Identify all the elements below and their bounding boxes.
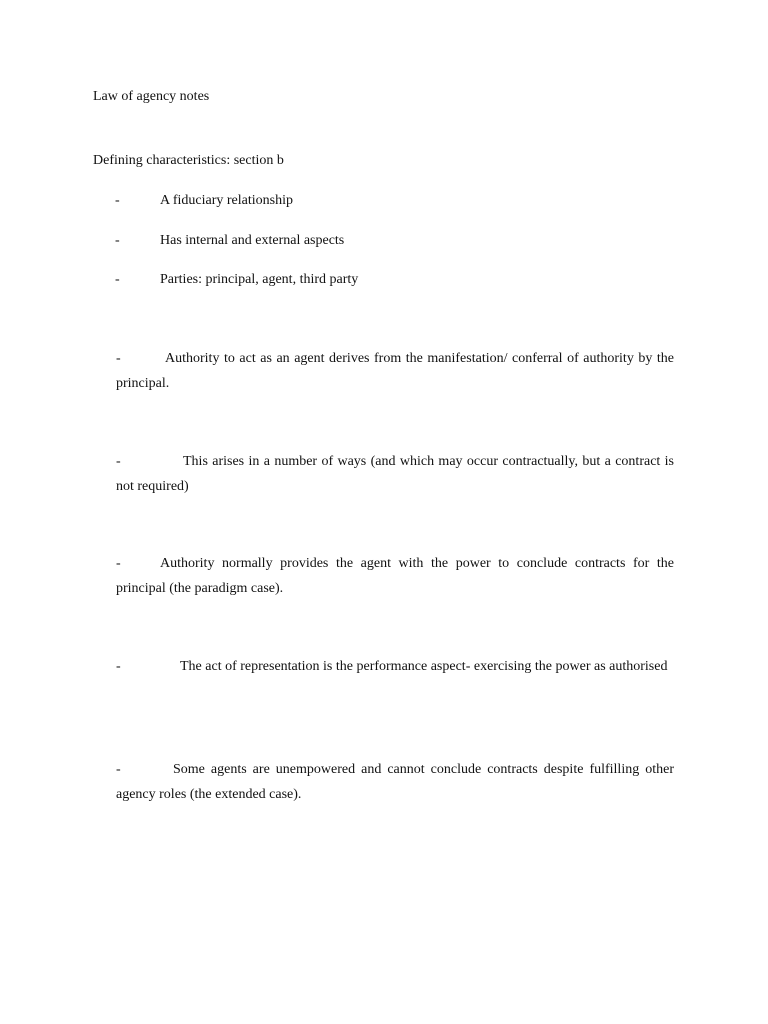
list-item-text: Some agents are unempowered and cannot conclude contracts despite fulfilling other agency roles (the extended case). [116, 762, 674, 802]
bullet-dash: - [116, 762, 121, 777]
list-item [116, 757, 674, 807]
bullet-dash: - [115, 193, 120, 208]
list-item-text: The act of representation is the performance aspect- exercising the power as authorised [180, 659, 668, 674]
list-item [115, 232, 344, 250]
list-item [115, 271, 358, 289]
bullet-dash: - [116, 454, 121, 469]
list-item-text: Authority normally provides the agent with the power to conclude contracts for the principal (the paradigm case). [116, 556, 674, 596]
list-item [116, 346, 674, 396]
list-item [116, 654, 674, 679]
list-item [116, 449, 674, 499]
list-item-text: Has internal and external aspects [160, 233, 345, 248]
bullet-dash: - [115, 233, 120, 248]
list-item-text: This arises in a number of ways (and which may occur contractually, but a contract is not required) [116, 454, 674, 494]
list-item-text: A fiduciary relationship [160, 193, 293, 208]
list-item [115, 192, 293, 210]
section-heading: Defining characteristics: section b [93, 153, 284, 168]
bullet-dash: - [116, 659, 121, 674]
document-title: Law of agency notes [93, 89, 210, 104]
bullet-dash: - [115, 272, 120, 287]
list-item-text: Authority to act as an agent derives from the manifestation/ conferral of authority by the principal. [116, 351, 674, 391]
list-item [116, 551, 674, 601]
bullet-dash: - [116, 351, 121, 366]
list-item-text: Parties: principal, agent, third party [160, 272, 359, 287]
bullet-dash: - [116, 556, 121, 571]
